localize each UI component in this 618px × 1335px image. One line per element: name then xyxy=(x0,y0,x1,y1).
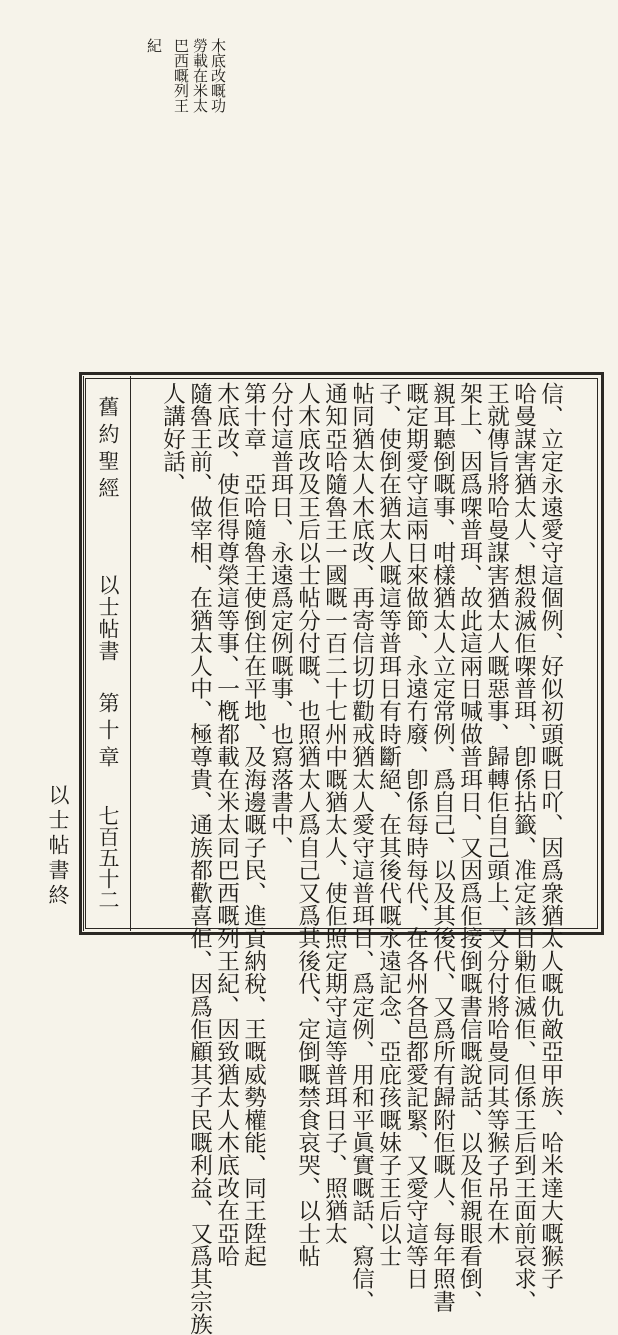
text-column-12: 第十章 亞哈隨魯王使倒住在平地、及海邊嘅子民、進貢納稅、王嘅威勢權能、同王陞起 xyxy=(240,382,267,1268)
text-column-1: 信、立定永遠愛守這個例、好似初頭嘅日吖、因爲衆猶太人嘅仇敵亞甲族、哈米達大嘅𤠣子 xyxy=(537,382,564,1290)
margin-note-line-1: 木底改嘅功 xyxy=(209,38,227,113)
text-column-3: 王就傳旨將哈曼謀害猶太人嘅惡事、歸轉佢自己頭上、又分付將哈曼同其等𤠣子吊在木 xyxy=(483,382,510,1245)
text-column-15: 人講好話、 xyxy=(159,382,186,496)
text-column-4: 架上、因爲㗎普珥、故此這兩日喊做普珥日、又因爲佢接倒嘅書信嘅說話、以及佢親眼看倒、 xyxy=(456,382,483,1313)
text-column-13: 木底改、使佢得尊榮這等事、一槪都載在米太同巴西嘅列王紀、因致猶太人木底改在亞哈 xyxy=(213,382,240,1268)
text-column-2: 哈曼謀害猶太人、想殺滅佢㗎普珥、卽係拈籤、准定該日勦佢滅佢、但係王后到王面前哀求、 xyxy=(510,382,537,1313)
margin-note-line-2: 勞載在米太 xyxy=(191,38,209,113)
chapter-label: 第十章 xyxy=(96,692,120,773)
text-column-11: 分付這普珥日、永遠爲定例嘅事、也寫落書中、 xyxy=(267,382,294,859)
spine-rule-left xyxy=(83,376,84,931)
text-column-5: 親耳聽倒嘅事、咁樣猶太人立定常例、爲自己、以及其後代、又爲所有歸附佢嘅人、每年照書 xyxy=(429,382,456,1313)
page-number: 七百五十二 xyxy=(96,805,120,910)
spine-rule-right xyxy=(130,376,131,931)
text-column-14: 隨魯王前、做宰相、在猶太人中、極尊貴、通族都歡喜佢、因爲佢顧其子民嘅利益、又爲其宗族 xyxy=(186,382,213,1335)
book-title: 舊約聖經 xyxy=(96,396,120,504)
text-column-6: 嘅定期愛守這兩日來做節、永遠冇廢、卽係每時每代、在各州各邑都愛記緊、又愛守這等日 xyxy=(402,382,429,1290)
book-end-note: 以士帖書終 xyxy=(46,784,70,909)
text-column-8: 帖同猶太人木底改、再寄信切切勸戒猶太人愛守這普珥日、爲定例、用和平眞實嘅話、寫信、 xyxy=(348,382,375,1313)
section-title: 以士帖書 xyxy=(96,574,120,662)
margin-note-line-3: 巴西嘅列王 xyxy=(172,38,190,113)
text-column-10: 人木底改及王后以士帖分付嘅、也照猶太人爲自己又爲其後代、定倒嘅禁食哀哭、以士帖 xyxy=(294,382,321,1268)
margin-note-line-4: 紀 xyxy=(145,38,163,53)
text-column-9: 通知亞哈隨魯王一國嘅一百二十七州中嘅猶太人、使佢照定期守這等普珥日子、照猶太 xyxy=(321,382,348,1245)
text-column-7: 子、使倒在猶太人嘅這等普珥日有時斷絕、在其後代嘅永遠記念、亞庇孩嘅妹子王后以士 xyxy=(375,382,402,1268)
